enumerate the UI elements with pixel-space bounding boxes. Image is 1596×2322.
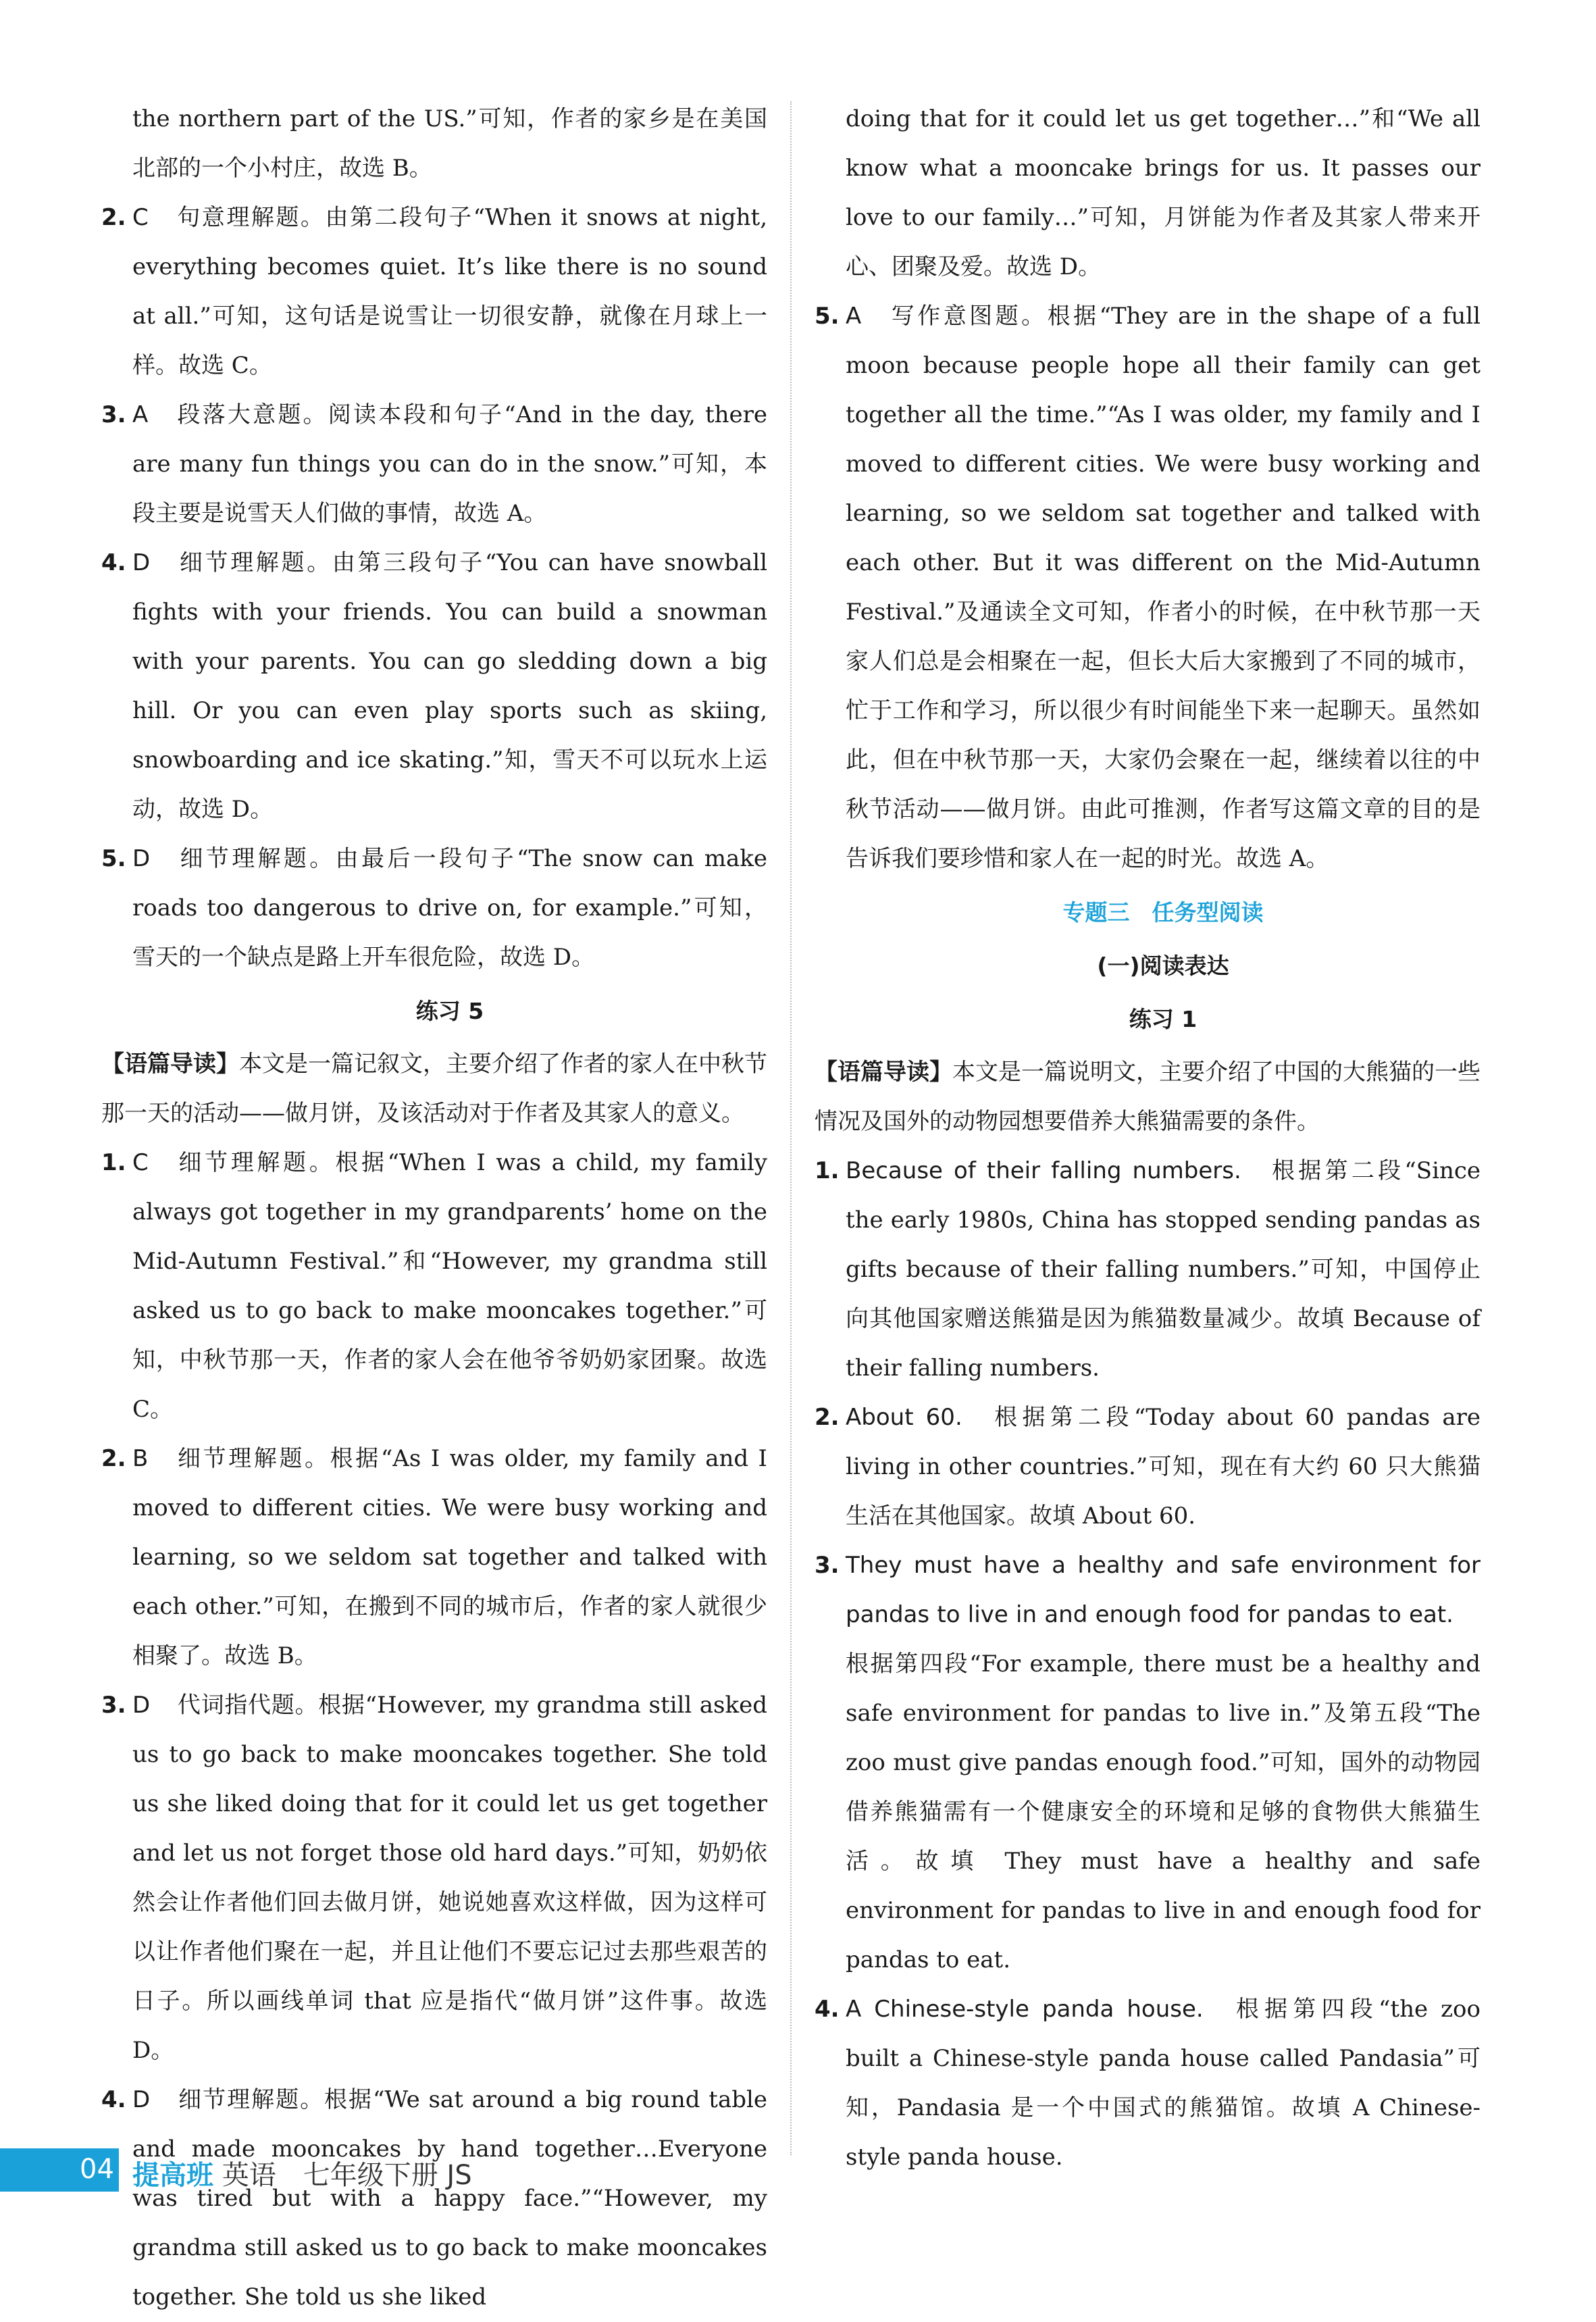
answer-item bbox=[101, 538, 767, 834]
answer-item bbox=[101, 2075, 767, 2322]
continued-paragraph: doing that for it could let us get together…”和“We all know what a mooncake brings for us. It passes our love to our family…”可知，月饼能为作者及其家人带来开心、团聚及爱。故选 D。 bbox=[846, 105, 1481, 280]
exercise-5-heading: 练习 5 bbox=[415, 998, 484, 1024]
item-number: 5. bbox=[815, 303, 840, 330]
item-explanation: 写作意图题。根据“They are in the shape of a full moon because people hope all their family can get together all the time.”“As I was older, my family and I moved to different cities. We were busy working and learning, so we seldom sat together and talked with each other. But it was different on the Mid-Autumn Festival.”及通读全文可知，作者小的时候，在中秋节那一天家人们总是会相聚在一起，但长大后大家搬到了不同的城市，忙于工作和学习，所以很少有时间能坐下来一起聊天。虽然如此，但在中秋节那一天，大家仍会聚在一起，继续着以往的中秋节活动——做月饼。由此可推测，作者写这篇文章的目的是告诉我们要珍惜和家人在一起的时光。故选 A。 bbox=[846, 303, 1481, 872]
item-explanation: 代词指代题。根据“However, my grandma still asked us to go back to make mooncakes together. She told us she liked doing that for it could let us get together and let us not forget those old hard days.”可知，奶奶依然会让作者他们回去做月饼，她说她喜欢这样做，因为这样可以让作者他们聚在一起，并且让他们不要忘记过去那些艰苦的日子。所以画线单词 that 应是指代“做月饼”这件事。故选 D。 bbox=[132, 1692, 767, 2064]
answer-item bbox=[101, 834, 767, 982]
item-number: 5. bbox=[101, 845, 126, 872]
page-number: 04 bbox=[80, 2154, 114, 2185]
topic-heading: 专题三 任务型阅读 bbox=[1062, 899, 1264, 926]
item-explanation: 根据第四段“For example, there must be a healthy and safe environment for pandas to live in.”及第五段“The zoo must give pandas enough food.”可知，国外的动物园借养熊猫需有一个健康安全的环境和足够的食物供大熊猫生活。故填 They must have a healthy and safe environment for pandas to live in and enough food for pandas to eat. bbox=[846, 1650, 1481, 1973]
item-number: 2. bbox=[101, 1445, 126, 1472]
item-explanation: 细节理解题。根据“As I was older, my family and I moved to different cities. We were busy working and learning, so we seldom sat together and talked with each other.”可知，在搬到不同的城市后，作者的家人就很少相聚了。故选 B。 bbox=[132, 1445, 767, 1669]
answer-item bbox=[101, 1681, 767, 2075]
item-explanation: 根据第二段“Today about 60 pandas are living in other countries.”可知，现在有大约 60 只大熊猫生活在其他国家。故填 About 60. bbox=[846, 1404, 1481, 1530]
item-number: 4. bbox=[101, 549, 126, 576]
item-number: 3. bbox=[815, 1552, 840, 1579]
answer-item bbox=[815, 1541, 1481, 1985]
item-answer: D bbox=[132, 549, 151, 576]
item-answer: They must have a healthy and safe environment for pandas to live in and enough food for pandas to eat. bbox=[846, 1552, 1481, 1628]
item-explanation: 根据第二段“Since the early 1980s, China has stopped sending pandas as gifts because of their falling numbers.”可知，中国停止向其他国家赠送熊猫是因为熊猫数量减少。故填 Because of their falling numbers. bbox=[846, 1157, 1481, 1382]
item-answer: B bbox=[132, 1445, 149, 1472]
page-footer bbox=[0, 2148, 1596, 2192]
item-answer: C bbox=[132, 1149, 149, 1176]
intro-paragraph: the northern part of the US.”可知，作者的家乡是在美国北部的一个小村庄，故选 B。 bbox=[132, 105, 767, 182]
footer-brand: 提高班 bbox=[132, 2160, 213, 2191]
subtopic-heading: (一)阅读表达 bbox=[1097, 953, 1229, 979]
item-number: 2. bbox=[815, 1404, 840, 1431]
answer-item bbox=[815, 1393, 1481, 1541]
item-answer: C bbox=[132, 204, 149, 231]
answer-item bbox=[101, 390, 767, 538]
guide-label: 【语篇导读】 bbox=[815, 1059, 952, 1086]
left-column bbox=[101, 95, 767, 2322]
guide-label: 【语篇导读】 bbox=[101, 1051, 239, 1078]
item-answer: D bbox=[132, 1692, 151, 1719]
item-number: 3. bbox=[101, 1692, 126, 1719]
item-number: 1. bbox=[101, 1149, 126, 1176]
item-answer: D bbox=[132, 845, 151, 872]
item-answer: Because of their falling numbers. bbox=[846, 1157, 1241, 1184]
item-answer: D bbox=[132, 2086, 151, 2113]
item-explanation: 细节理解题。由第三段句子“You can have snowball fights with your friends. You can build a snowman with your parents. You can go sledding down a big hill. Or you can even play sports such as skiing, snowboarding and ice skating.”知，雪天不可以玩水上运动，故选 D。 bbox=[132, 549, 767, 823]
item-answer: A bbox=[132, 401, 149, 428]
item-number: 2. bbox=[101, 204, 126, 231]
reading-guide bbox=[815, 1048, 1481, 1146]
item-explanation: 细节理解题。根据“When I was a child, my family always got together in my grandparents’ home on the Mid-Autumn Festival.”和“However, my grandma still asked us to go back to make mooncakes together.”可知，中秋节那一天，作者的家人会在他爷爷奶奶家团聚。故选 C。 bbox=[132, 1149, 767, 1423]
answer-item bbox=[815, 1146, 1481, 1393]
item-number: 4. bbox=[101, 2086, 126, 2113]
right-column bbox=[815, 95, 1481, 2182]
exercise-1-heading: 练习 1 bbox=[1129, 1006, 1198, 1032]
item-explanation: 根据第四段“the zoo built a Chinese-style panda house called Pandasia”可知，Pandasia 是一个中国式的熊猫馆。故填 A Chinese-style panda house. bbox=[846, 1996, 1481, 2171]
item-answer: About 60. bbox=[846, 1404, 962, 1431]
footer-title bbox=[132, 2154, 472, 2192]
item-answer: A bbox=[846, 303, 862, 330]
item-explanation: 句意理解题。由第二段句子“When it snows at night, everything becomes quiet. It’s like there is no sound at all.”可知，这句话是说雪让一切很安静，就像在月球上一样。故选 C。 bbox=[132, 204, 767, 379]
item-number: 1. bbox=[815, 1157, 840, 1184]
item-answer: A Chinese-style panda house. bbox=[846, 1996, 1204, 2023]
column-divider bbox=[790, 101, 792, 2155]
footer-subject: 英语 七年级下册 JS bbox=[222, 2160, 472, 2191]
answer-item bbox=[101, 1138, 767, 1434]
item-number: 3. bbox=[101, 401, 126, 428]
item-number: 4. bbox=[815, 1996, 840, 2023]
answer-item bbox=[101, 193, 767, 390]
answer-item bbox=[815, 292, 1481, 884]
guide-text: 本文是一篇说明文，主要介绍了中国的大熊猫的一些情况及国外的动物园想要借养大熊猫需要的条件。 bbox=[815, 1059, 1481, 1135]
guide-text: 本文是一篇记叙文，主要介绍了作者的家人在中秋节那一天的活动——做月饼，及该活动对于作者及其家人的意义。 bbox=[101, 1051, 767, 1127]
answer-item bbox=[101, 1434, 767, 1681]
item-explanation: 细节理解题。由最后一段句子“The snow can make roads too dangerous to drive on, for example.”可知，雪天的一个缺点是路上开车很危险，故选 D。 bbox=[132, 845, 767, 971]
reading-guide bbox=[101, 1040, 767, 1138]
item-explanation: 段落大意题。阅读本段和句子“And in the day, there are many fun things you can do in the snow.”可知，本段主要是说雪天人们做的事情，故选 A。 bbox=[132, 401, 767, 527]
item-explanation: 细节理解题。根据“We sat around a big round table and made mooncakes by hand together…Everyone was tired but with a happy face.”“However, my grandma still asked us to go back to make mooncakes together. She told us she liked bbox=[132, 2086, 767, 2311]
